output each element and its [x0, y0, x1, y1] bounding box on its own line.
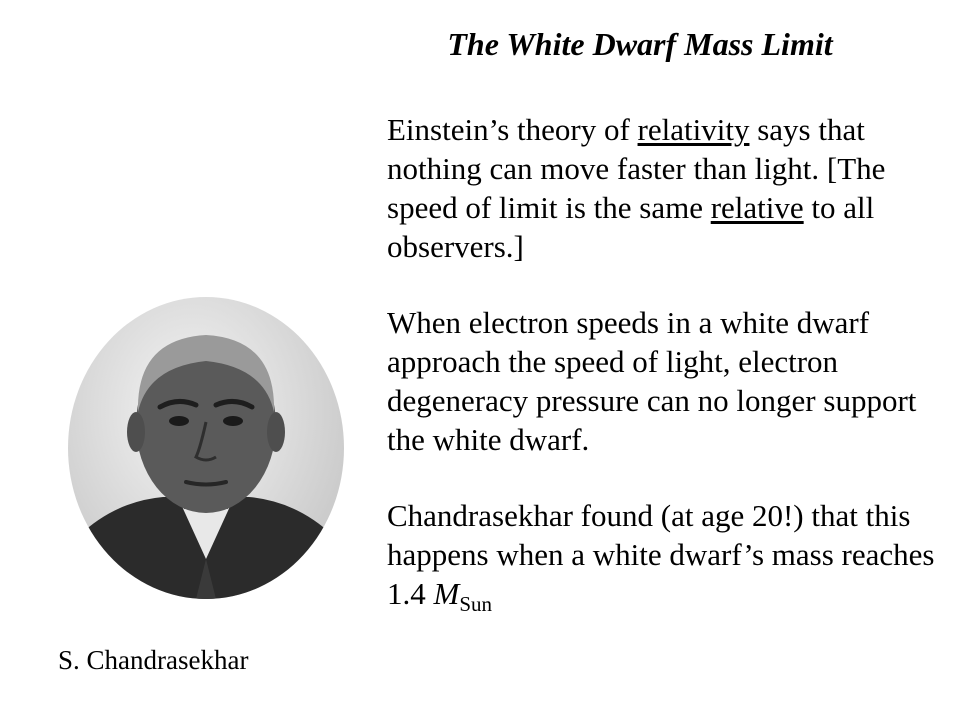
paragraph-electron-speeds: When electron speeds in a white dwarf approach the speed of light, electron degeneracy pressure can no longer support the white dwarf. [387, 305, 917, 457]
portrait-illustration [68, 297, 344, 599]
paragraph-chandrasekhar-limit [387, 496, 952, 624]
slide-body [387, 110, 952, 624]
relativity-underlined-term: relativity [637, 112, 750, 147]
solar-mass-subscript: Sun [459, 592, 493, 616]
paragraph-chandrasekhar-text: Chandrasekhar found (at age 20!) that this happens when a white dwarf’s mass reaches 1.4 [387, 498, 935, 611]
relative-underlined-term: relative [710, 190, 804, 225]
portrait-photo [68, 297, 344, 599]
slide-title: The White Dwarf Mass Limit [447, 26, 833, 62]
paragraph-relativity-text-1: Einstein’s theory of [387, 112, 638, 147]
paragraph-relativity-text-2: says that nothing can move faster than light. [The speed of limit is the same [387, 112, 886, 225]
paragraph-relativity-text-3: to all observers.] [387, 190, 875, 264]
photo-caption: S. Chandrasekhar [58, 645, 249, 675]
solar-mass-symbol: M [433, 576, 460, 611]
paragraph-relativity [387, 110, 952, 266]
